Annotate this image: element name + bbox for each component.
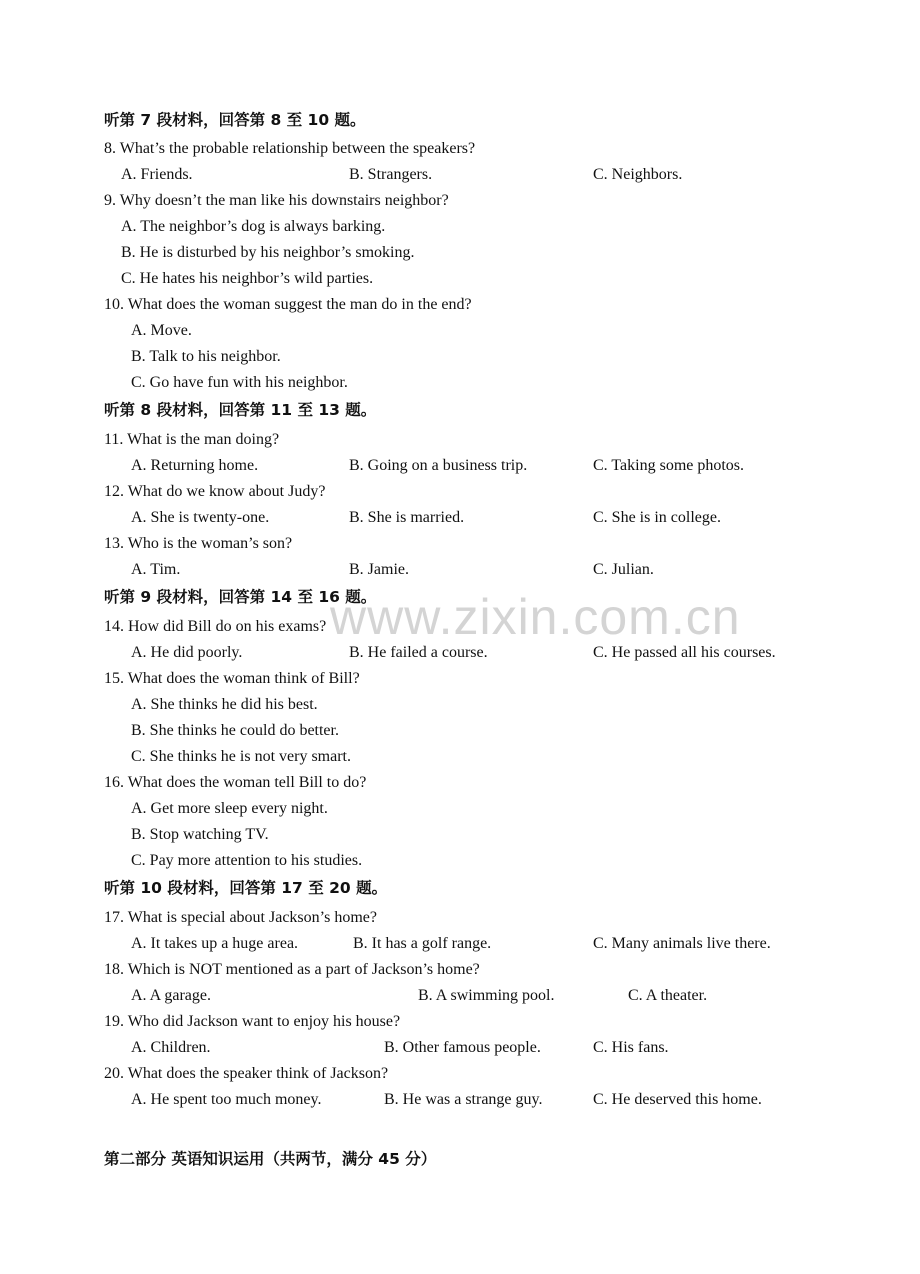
- question-12-option-b: B. She is married.: [349, 509, 465, 526]
- question-16-option-a: A. Get more sleep every night.: [131, 800, 328, 817]
- question-12-option-c: C. She is in college.: [593, 509, 721, 526]
- question-19-stem: 19. Who did Jackson want to enjoy his house?: [104, 1013, 401, 1030]
- question-17-option-b: B. It has a golf range.: [353, 935, 492, 952]
- section-heading-7: 听第 7 段材料，回答第 8 至 10 题。: [104, 111, 366, 129]
- question-11-option-c: C. Taking some photos.: [593, 457, 745, 474]
- question-17-stem: 17. What is special about Jackson’s home?: [104, 909, 377, 926]
- question-12-stem: 12. What do we know about Judy?: [104, 483, 326, 500]
- section-heading-10: 听第 10 段材料，回答第 17 至 20 题。: [104, 879, 388, 897]
- question-13-option-a: A. Tim.: [131, 561, 181, 578]
- question-14-option-b: B. He failed a course.: [349, 644, 488, 661]
- question-19-option-a: A. Children.: [131, 1039, 211, 1056]
- question-15-stem: 15. What does the woman think of Bill?: [104, 670, 360, 687]
- question-8-option-c: C. Neighbors.: [593, 166, 683, 183]
- question-8-option-a: A. Friends.: [121, 166, 193, 183]
- question-15-option-c: C. She thinks he is not very smart.: [131, 748, 351, 765]
- question-11-option-a: A. Returning home.: [131, 457, 259, 474]
- question-20-option-a: A. He spent too much money.: [131, 1091, 322, 1108]
- question-11-option-b: B. Going on a business trip.: [349, 457, 528, 474]
- question-10-stem: 10. What does the woman suggest the man do in the end?: [104, 296, 472, 313]
- question-14-option-c: C. He passed all his courses.: [593, 644, 776, 661]
- question-15-option-b: B. She thinks he could do better.: [131, 722, 339, 739]
- question-16-option-b: B. Stop watching TV.: [131, 826, 269, 843]
- question-8-stem: 8. What’s the probable relationship between the speakers?: [104, 140, 476, 157]
- question-16-stem: 16. What does the woman tell Bill to do?: [104, 774, 367, 791]
- question-20-stem: 20. What does the speaker think of Jackson?: [104, 1065, 389, 1082]
- question-9-stem: 9. Why doesn’t the man like his downstairs neighbor?: [104, 192, 449, 209]
- question-9-option-a: A. The neighbor’s dog is always barking.: [121, 218, 386, 235]
- question-13-option-c: C. Julian.: [593, 561, 654, 578]
- question-18-option-a: A. A garage.: [131, 987, 211, 1004]
- question-15-option-a: A. She thinks he did his best.: [131, 696, 318, 713]
- question-18-stem: 18. Which is NOT mentioned as a part of Jackson’s home?: [104, 961, 480, 978]
- question-20-option-b: B. He was a strange guy.: [384, 1091, 543, 1108]
- section-heading-9: 听第 9 段材料，回答第 14 至 16 题。: [104, 588, 377, 606]
- question-19-option-b: B. Other famous people.: [384, 1039, 541, 1056]
- watermark: www.zixin.com.cn: [330, 589, 741, 645]
- question-17-option-a: A. It takes up a huge area.: [131, 935, 299, 952]
- question-18-option-c: C. A theater.: [628, 987, 708, 1004]
- question-13-stem: 13. Who is the woman’s son?: [104, 535, 293, 552]
- question-11-stem: 11. What is the man doing?: [104, 431, 280, 448]
- question-18-option-b: B. A swimming pool.: [418, 987, 555, 1004]
- question-14-stem: 14. How did Bill do on his exams?: [104, 618, 327, 635]
- section-heading-8: 听第 8 段材料，回答第 11 至 13 题。: [104, 401, 377, 419]
- question-20-option-c: C. He deserved this home.: [593, 1091, 762, 1108]
- question-19-option-c: C. His fans.: [593, 1039, 669, 1056]
- question-17-option-c: C. Many animals live there.: [593, 935, 771, 952]
- question-10-option-b: B. Talk to his neighbor.: [131, 348, 281, 365]
- question-14-option-a: A. He did poorly.: [131, 644, 243, 661]
- question-16-option-c: C. Pay more attention to his studies.: [131, 852, 363, 869]
- question-13-option-b: B. Jamie.: [349, 561, 409, 578]
- question-8-option-b: B. Strangers.: [349, 166, 433, 183]
- question-9-option-c: C. He hates his neighbor’s wild parties.: [121, 270, 374, 287]
- question-10-option-a: A. Move.: [131, 322, 192, 339]
- question-12-option-a: A. She is twenty-one.: [131, 509, 270, 526]
- part-two-heading: 第二部分 英语知识运用（共两节，满分 45 分）: [104, 1150, 437, 1168]
- question-9-option-b: B. He is disturbed by his neighbor’s smoking.: [121, 244, 415, 261]
- question-10-option-c: C. Go have fun with his neighbor.: [131, 374, 348, 391]
